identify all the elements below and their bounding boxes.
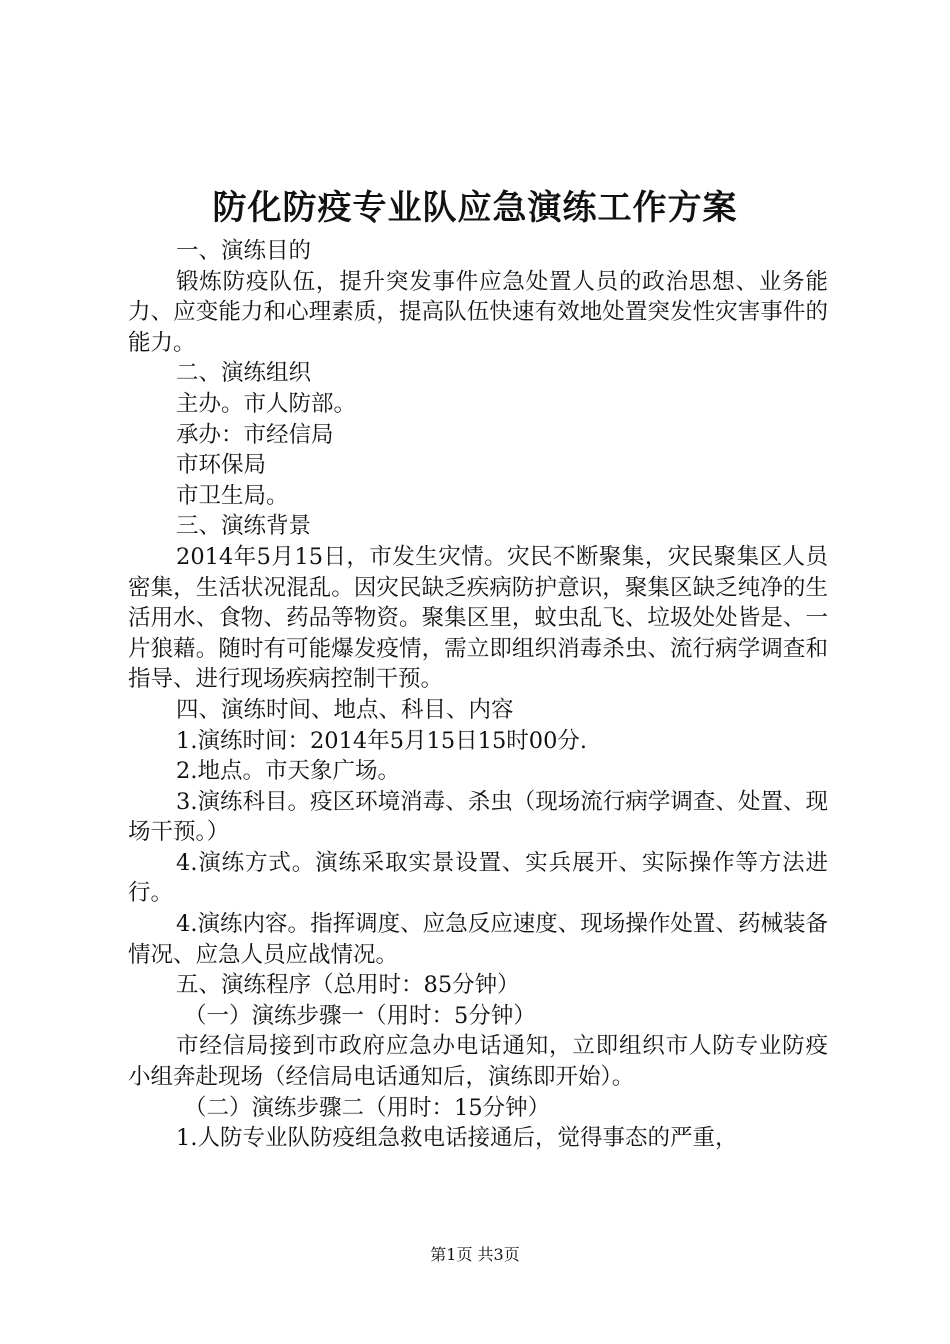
section-heading-background: 三、演练背景 bbox=[176, 513, 312, 540]
paragraph-drill-subject: 3.演练科目。疫区环境消毒、杀虫（现场流行病学调查、处置、现场干预。） bbox=[128, 788, 828, 846]
paragraph-host: 主办。市人防部。 bbox=[176, 390, 357, 417]
paragraph-background: 2014年5月15日，市发生灾情。灾民不断聚集，灾民聚集区人员密集，生活状况混乱。因灾民缺乏疾病防护意识，聚集区缺乏纯净的生活用水、食物、药品等物资。聚集区里，蚊虫乱飞、垃圾处处皆是、一片狼藉。随时有可能爆发疫情，需立即组织消毒杀虫、流行病学调查和指导、进行现场疾病控制干预。 bbox=[128, 543, 828, 693]
paragraph-drill-location: 2.地点。市天象广场。 bbox=[176, 758, 400, 785]
paragraph-drill-time: 1.演练时间：2014年5月15日15时00分. bbox=[176, 727, 588, 754]
section-heading-time-place: 四、演练时间、地点、科目、内容 bbox=[176, 696, 514, 723]
paragraph-environment-bureau: 市环保局 bbox=[176, 452, 267, 479]
paragraph-drill-method: 4.演练方式。演练采取实景设置、实兵展开、实际操作等方法进行。 bbox=[128, 849, 828, 907]
section-heading-procedure: 五、演练程序（总用时：85分钟） bbox=[176, 972, 520, 999]
document-title: 防化防疫专业队应急演练工作方案 bbox=[212, 188, 738, 228]
subheading-step-one: （一）演练步骤一（用时：5分钟） bbox=[184, 1002, 536, 1029]
section-heading-organization: 二、演练组织 bbox=[176, 360, 312, 387]
paragraph-purpose: 锻炼防疫队伍，提升突发事件应急处置人员的政治思想、业务能力、应变能力和心理素质，提高队伍快速有效地处置突发性灾害事件的能力。 bbox=[128, 268, 828, 356]
paragraph-organizer: 承办：市经信局 bbox=[176, 421, 334, 448]
section-heading-purpose: 一、演练目的 bbox=[176, 238, 312, 264]
paragraph-step-two-item-one: 1.人防专业队防疫组急救电话接通后，觉得事态的严重， bbox=[176, 1125, 738, 1152]
page-footer: 第1页 共3页 bbox=[430, 1245, 520, 1264]
paragraph-health-bureau: 市卫生局。 bbox=[176, 482, 289, 509]
paragraph-drill-content: 4.演练内容。指挥调度、应急反应速度、现场操作处置、药械装备情况、应急人员应战情况。 bbox=[128, 911, 828, 968]
subheading-step-two: （二）演练步骤二（用时：15分钟） bbox=[184, 1094, 551, 1121]
document-body bbox=[128, 236, 828, 1154]
paragraph-step-one: 市经信局接到市政府应急办电话通知，立即组织市人防专业防疫小组奔赴现场（经信局电话通知后，演练即开始）。 bbox=[128, 1033, 828, 1091]
